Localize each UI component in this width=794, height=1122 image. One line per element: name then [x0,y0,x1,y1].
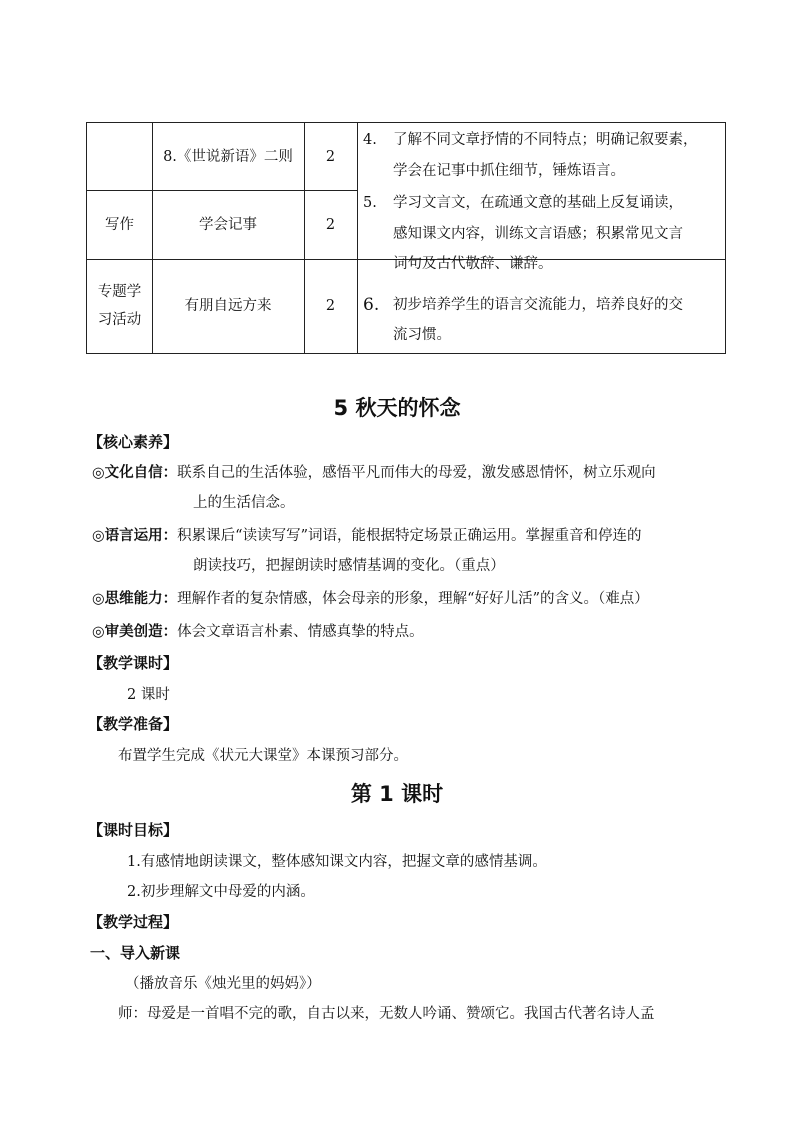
table-cell-hours: 2 [325,216,336,233]
table-cell-item: 8.《世说新语》二则 [163,148,293,165]
process-heading: 【教学过程】 [88,913,179,931]
course-table [86,122,726,354]
objective-item: 1.有感情地朗读课文，整体感知课文内容，把握文章的感情基调。 [127,854,547,870]
core-label: ◎语言运用： [92,528,178,544]
core-text: 朗读技巧，把握朗读时感情基调的变化。（重点） [193,558,505,574]
table-cell-category: 写作 [105,216,134,233]
objective-item: 2.初步理解文中母爱的内涵。 [127,884,315,900]
core-item [92,461,656,482]
objectives-heading: 【课时目标】 [88,821,179,839]
process-teacher-text: 师：母爱是一首唱不完的歌，自古以来，无数人吟诵、赞颂它。我国古代著名诗人孟 [118,1006,655,1022]
prep-heading: 【教学准备】 [88,715,179,733]
goal-line: 了解不同文章抒情的不同特点；明确记叙要素， [393,132,698,148]
goal-line: 学习文言文，在疏通文意的基础上反复诵读， [393,195,683,211]
table-cell-item: 学会记事 [199,216,257,233]
goal-number: 4. [363,132,377,148]
category-line: 习活动 [97,312,142,328]
table-cell-hours: 2 [325,298,336,314]
section-title: 第 1 课时 [350,782,444,806]
core-text: 上的生活信念。 [193,495,295,511]
core-item [92,524,641,545]
core-text: 体会文章语言朴素、情感真挚的特点。 [177,624,424,640]
core-text: 联系自己的生活体验，感悟平凡而伟大的母爱，激发感恩情怀，树立乐观向 [177,465,656,481]
goal-number: 5. [363,195,377,211]
core-item [92,620,424,641]
goal-item [357,290,725,351]
process-step-title: 一、导入新课 [90,944,181,962]
core-label: ◎审美创造： [92,624,178,640]
lesson-title: 5 秋天的怀念 [333,396,461,420]
core-item [92,587,649,608]
core-text: 积累课后“读读写写”词语，能根据特定场景正确运用。掌握重音和停连的 [177,528,642,544]
goal-number: 6. [363,294,380,315]
goal-line: 流习惯。 [393,327,451,343]
table-cell-category [87,123,152,190]
core-label: ◎文化自信： [92,465,178,481]
unit-goals [357,125,725,351]
goal-item [357,188,725,280]
core-text: 理解作者的复杂情感，体会母亲的形象，理解“好好儿活”的含义。（难点） [177,591,649,607]
prep-text: 布置学生完成《状元大课堂》本课预习部分。 [118,748,408,764]
table-cell-hours: 2 [325,148,336,165]
hours-text: 2 课时 [127,687,170,703]
process-music: （播放音乐《烛光里的妈妈》） [125,976,321,992]
category-line: 专题学 [97,284,142,300]
hours-heading: 【教学课时】 [88,654,179,672]
core-heading: 【核心素养】 [88,433,179,451]
goal-item [357,125,725,186]
table-cell-item: 有朋自远方来 [184,298,272,314]
goal-line: 词句及古代敬辞、谦辞。 [393,256,553,272]
goal-line: 学会在记事中抓住细节，锤炼语言。 [393,162,625,179]
table-cell-category [87,259,152,353]
goal-line: 感知课文内容，训练文言语感；积累常见文言 [393,225,683,242]
goal-line: 初步培养学生的语言交流能力，培养良好的交 [393,296,683,313]
core-label: ◎思维能力： [92,591,178,607]
